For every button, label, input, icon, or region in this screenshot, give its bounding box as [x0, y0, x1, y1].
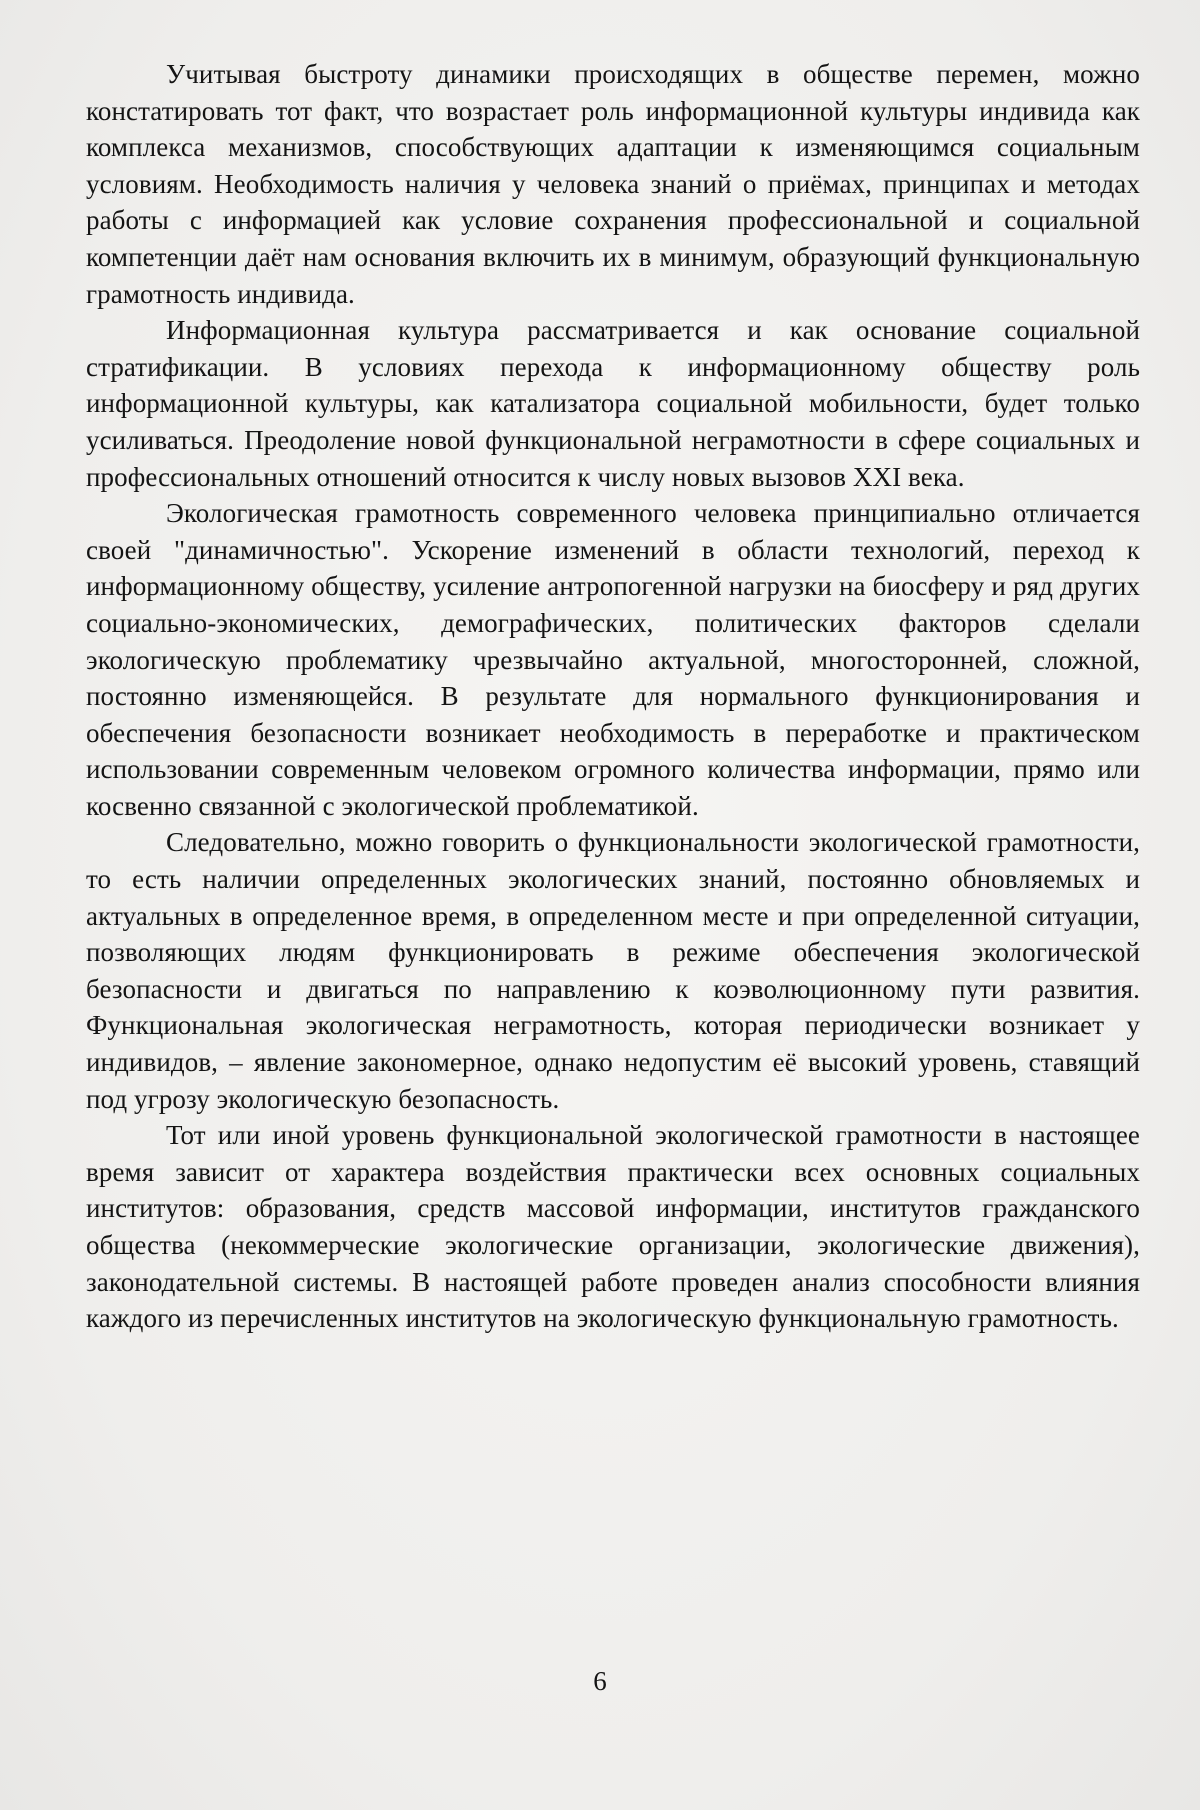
page-number: 6 [593, 1666, 607, 1696]
paragraph-5: Тот или иной уровень функциональной экологической грамотности в настоящее время зависит от характера воздействия практически всех основных социальных институтов: образования, средств массовой информации, институтов гражданского общества (некоммерческие экологические организации, экологические движения), законодательной системы. В настоящей работе проведен анализ способности влияния каждого из перечисленных институтов на экологическую функциональную грамотность. [86, 1120, 1140, 1334]
paragraph-1: Учитывая быстроту динамики происходящих в обществе перемен, можно констатировать тот факт, что возрастает роль информационной культуры индивида как комплекса механизмов, способствующих адаптации к изменяющимся социальным условиям. Необходимость наличия у человека знаний о приёмах, принципах и методах работы с информацией как условие сохранения профессиональной и социальной компетенции даёт нам основания включить их в минимум, образующий функциональную грамотность индивида. [86, 59, 1140, 309]
paragraph-3: Экологическая грамотность современного человека принципиально отличается своей "динамичностью". Ускорение изменений в области технологий, переход к информационному обществу, усиление антропогенной нагрузки на биосферу и ряд других социально-экономических, демографических, политических факторов сделали экологическую проблематику чрезвычайно актуальной, многосторонней, сложной, постоянно изменяющейся. В результате для нормального функционирования и обеспечения безопасности возникает необходимость в переработке и практическом использовании современным человеком огромного количества информации, прямо или косвенно связанной с экологической проблематикой. [86, 498, 1140, 821]
body-text [86, 56, 1140, 1337]
paragraph-4: Следовательно, можно говорить о функциональности экологической грамотности, то есть наличии определенных экологических знаний, постоянно обновляемых и актуальных в определенное время, в определенном месте и при определенной ситуации, позволяющих людям функционировать в режиме обеспечения экологической безопасности и двигаться по направлению к коэволюционному пути развития. Функциональная экологическая неграмотность, которая периодически возникает у индивидов, – явление закономерное, однако недопустим её высокий уровень, ставящий под угрозу экологическую безопасность. [86, 827, 1140, 1114]
paragraph-2: Информационная культура рассматривается и как основание социальной стратификации. В условиях перехода к информационному обществу роль информационной культуры, как катализатора социальной мобильности, будет только усиливаться. Преодоление новой функциональной неграмотности в сфере социальных и профессиональных отношений относится к числу новых вызовов XXI века. [86, 315, 1140, 492]
